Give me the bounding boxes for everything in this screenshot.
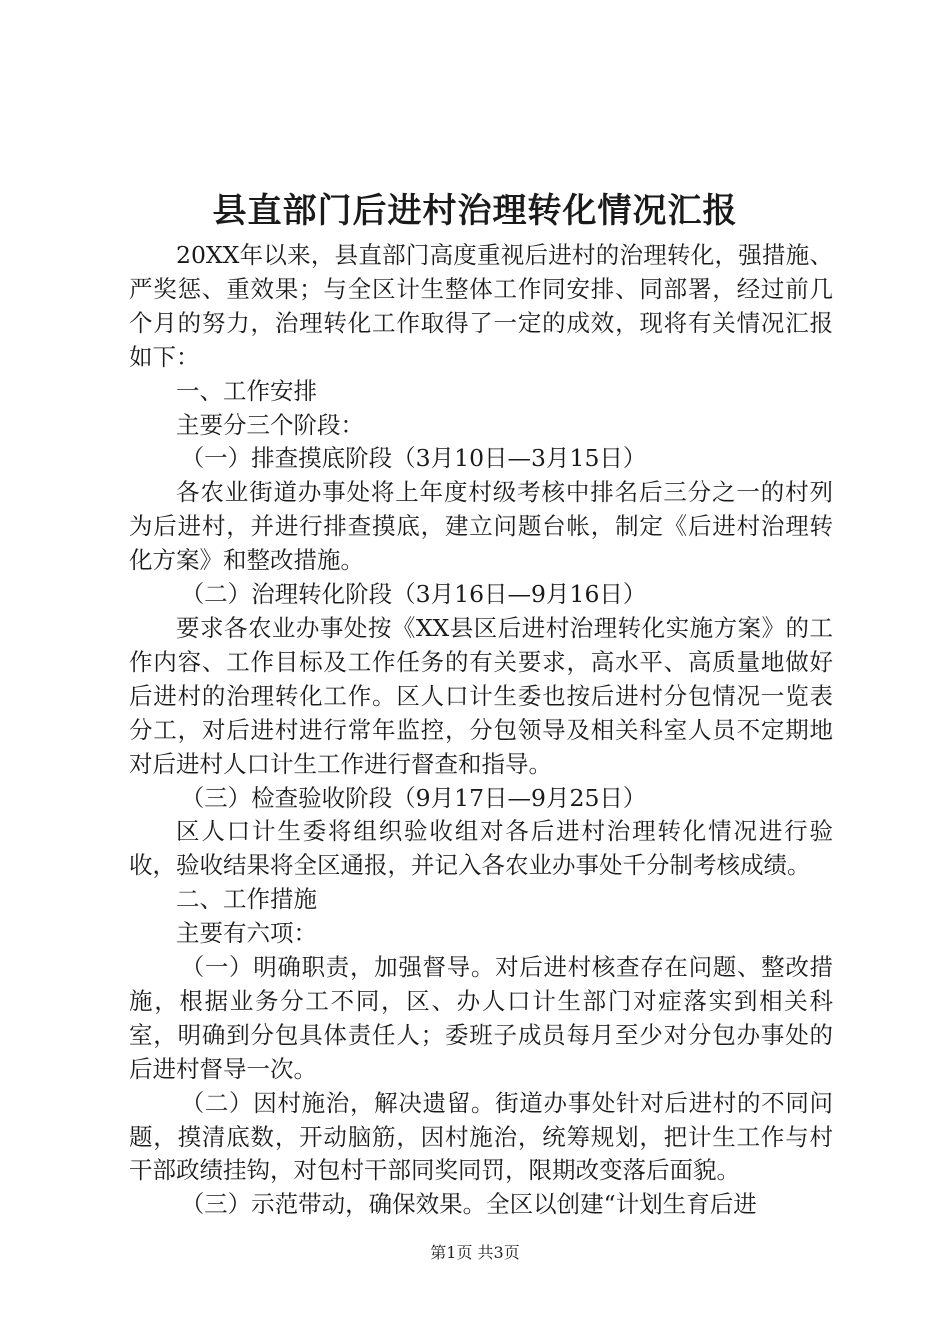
section-heading-measures: 二、工作措施: [176, 885, 317, 914]
paragraph-measure-2: （二）因村施治，解决遗留。街道办事处针对后进村的不同问题，摸清底数，开动脑筋，因村施治，统筹规划，把计生工作与村干部政绩挂钩，对包村干部同奖同罚，限期改变落后面貌。: [129, 1088, 833, 1185]
stage-heading-survey: （一）排查摸底阶段（3月10日—3月15日）: [180, 444, 647, 473]
paragraph-acceptance: 区人口计生委将组织验收组对各后进村治理转化情况进行验收，验收结果将全区通报，并记入各农业办事处千分制考核成绩。: [129, 817, 833, 880]
paragraph-measure-1: （一）明确职责，加强督导。对后进村核查存在问题、整改措施，根据业务分工不同，区、办人口计生部门对症落实到相关科室，明确到分包具体责任人；委班子成员每月至少对分包办事处的后进村督导一次。: [129, 953, 833, 1083]
section-heading-arrangement: 一、工作安排: [176, 376, 317, 405]
paragraph-three-stages: 主要分三个阶段：: [176, 410, 364, 439]
page-number-footer: 第1页 共3页: [430, 1243, 520, 1262]
document-body: [129, 239, 833, 1222]
paragraph-survey: 各农业街道办事处将上年度村级考核中排名后三分之一的村列为后进村，并进行排查摸底，建立问题台帐，制定《后进村治理转化方案》和整改措施。: [129, 478, 833, 575]
paragraph-intro: 20XX年以来，县直部门高度重视后进村的治理转化，强措施、严奖惩、重效果；与全区计生整体工作同安排、同部署，经过前几个月的努力，治理转化工作取得了一定的成效，现将有关情况汇报如下：: [129, 241, 833, 371]
stage-heading-acceptance: （三）检查验收阶段（9月17日—9月25日）: [180, 783, 647, 812]
paragraph-six-items: 主要有六项：: [176, 919, 317, 948]
paragraph-transform: 要求各农业办事处按《XX县区后进村治理转化实施方案》的工作内容、工作目标及工作任务的有关要求，高水平、高质量地做好后进村的治理转化工作。区人口计生委也按后进村分包情况一览表分工，对后进村进行常年监控，分包领导及相关科室人员不定期地对后进村人口计生工作进行督查和指导。: [129, 613, 833, 778]
document-title: 县直部门后进村治理转化情况汇报: [212, 191, 738, 231]
stage-heading-transform: （二）治理转化阶段（3月16日—9月16日）: [180, 580, 647, 609]
paragraph-measure-3: （三）示范带动，确保效果。全区以创建“计划生育后进: [180, 1190, 757, 1219]
